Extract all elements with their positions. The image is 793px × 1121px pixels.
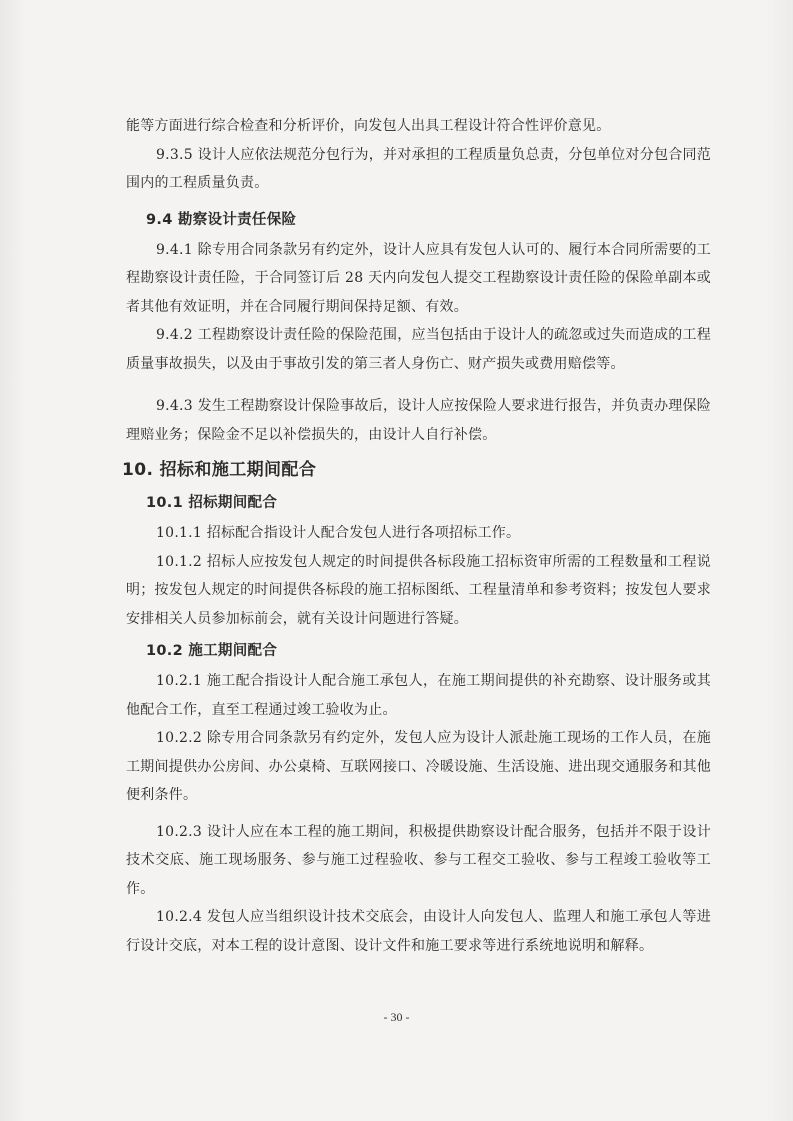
paragraph-9-3-5: 9.3.5 设计人应依法规范分包行为，并对承担的工程质量负总责，分包单位对分包合同范围内的工程质量负责。	[126, 146, 711, 191]
page-content	[122, 112, 711, 960]
section-heading-10-1: 10.1 招标期间配合	[146, 495, 278, 511]
paragraph-continuation: 能等方面进行综合检查和分析评价，向发包人出具工程设计符合性评价意见。	[126, 118, 611, 134]
chapter-heading-10: 10. 招标和施工期间配合	[122, 460, 317, 480]
paragraph-9-4-3: 9.4.3 发生工程勘察设计保险事故后，设计人应按保险人要求进行报告，并负责办理保险理赔业务；保险金不足以补偿损失的，由设计人自行补偿。	[126, 398, 711, 443]
page-number: - 30 -	[383, 1010, 410, 1024]
paragraph-10-2-2: 10.2.2 除专用合同条款另有约定外，发包人应为设计人派赴施工现场的工作人员，在施工期间提供办公房间、办公桌椅、互联网接口、冷暖设施、生活设施、进出现交通服务和其他便利条件。	[126, 730, 711, 803]
section-heading-10-2: 10.2 施工期间配合	[146, 643, 278, 659]
paragraph-9-4-1: 9.4.1 除专用合同条款另有约定外，设计人应具有发包人认可的、履行本合同所需要的工程勘察设计责任险，于合同签订后 28 天内向发包人提交工程勘察设计责任险的保险单副本或者其他有效证明，并在合同履行期间保持足额、有效。	[126, 241, 711, 315]
paragraph-10-2-4: 10.2.4 发包人应当组织设计技术交底会，由设计人向发包人、监理人和施工承包人等进行设计交底，对本工程的设计意图、设计文件和施工要求等进行系统地说明和解释。	[126, 909, 711, 954]
paragraph-10-2-3: 10.2.3 设计人应在本工程的施工期间，积极提供勘察设计配合服务，包括并不限于设计技术交底、施工现场服务、参与施工过程验收、参与工程交工验收、参与工程竣工验收等工作。	[126, 823, 711, 897]
paragraph-10-1-2: 10.1.2 招标人应按发包人规定的时间提供各标段施工招标资审所需的工程数量和工程说明；按发包人规定的时间提供各标段的施工招标图纸、工程量清单和参考资料；按发包人要求安排相关人员参加标前会，就有关设计问题进行答疑。	[126, 553, 711, 627]
paragraph-10-2-1: 10.2.1 施工配合指设计人配合施工承包人，在施工期间提供的补充勘察、设计服务或其他配合工作，直至工程通过竣工验收为止。	[126, 673, 711, 718]
section-heading-9-4: 9.4 勘察设计责任保险	[146, 211, 297, 228]
paragraph-9-4-2: 9.4.2 工程勘察设计责任险的保险范围，应当包括由于设计人的疏忽或过失而造成的工程质量事故损失，以及由于事故引发的第三者人身伤亡、财产损失或费用赔偿等。	[126, 327, 711, 372]
paragraph-10-1-1: 10.1.1 招标配合指设计人配合发包人进行各项招标工作。	[156, 525, 521, 541]
